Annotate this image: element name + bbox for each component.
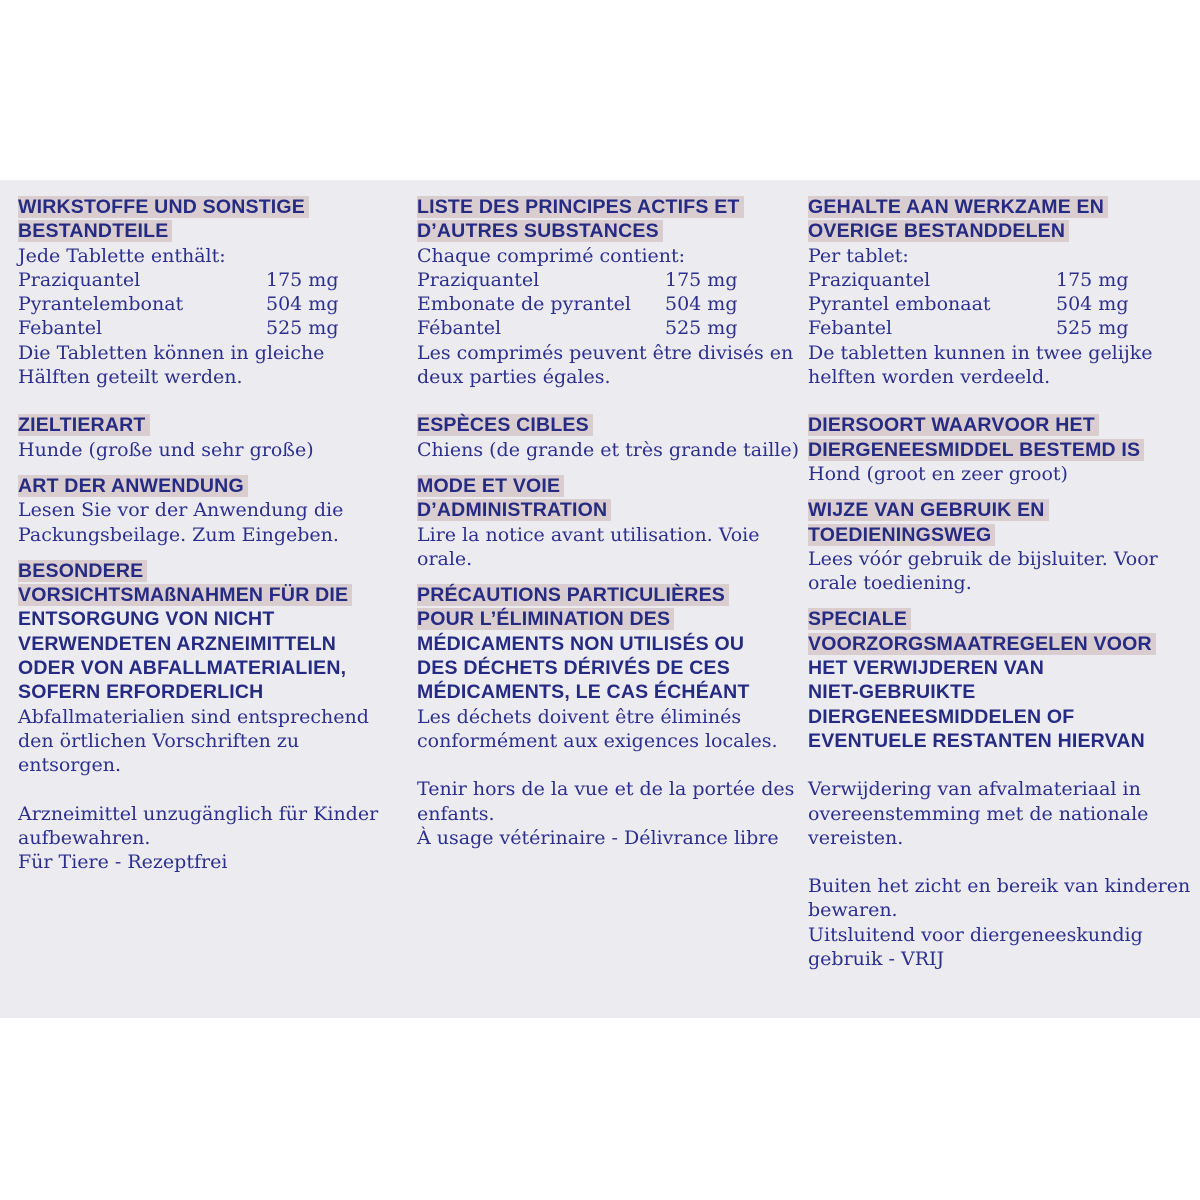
column-german [18, 195, 396, 898]
section-footer-de [18, 802, 396, 875]
heading-line: HET VERWIJDEREN VAN [808, 657, 1045, 680]
heading-line: NIET-GEBRUIKTE [808, 681, 976, 704]
heading-line: WIRKSTOFFE UND SONSTIGE [18, 195, 396, 219]
column-french [417, 195, 800, 874]
ingredient-name: Febantel [18, 317, 103, 340]
body-line: Les déchets doivent être éliminés [417, 705, 742, 728]
heading-line: LISTE DES PRINCIPES ACTIFS ET [417, 195, 795, 219]
body-line: bewaren. [808, 899, 898, 922]
body-line: Packungsbeilage. Zum Eingeben. [18, 523, 339, 546]
heading-line: WIJZE VAN GEBRUIK EN [808, 498, 1192, 522]
heading-line: DIERGENEESMIDDEL BESTEMD IS [808, 438, 1192, 462]
ingredient-amount: 175 mg [1056, 268, 1129, 291]
body-line: aufbewahren. [18, 826, 151, 849]
body-line: Verwijdering van afvalmateriaal in [808, 778, 1141, 801]
ingredient-row [808, 292, 1192, 316]
composition-intro: Chaque comprimé contient: [417, 244, 686, 267]
section-target-species-de [18, 413, 396, 462]
heading-line: TOEDIENINGSWEG [808, 523, 1192, 547]
body-line: conformément aux exigences locales. [417, 729, 778, 752]
section-disposal-de [18, 559, 396, 778]
heading-line: VORSICHTSMAßNAHMEN FÜR DIE [18, 583, 396, 607]
body-line: deux parties égales. [417, 366, 611, 389]
heading-line: ZIELTIERART [18, 413, 396, 437]
ingredient-amount: 175 mg [665, 268, 738, 291]
ingredient-row [808, 316, 1192, 340]
ingredient-name: Praziquantel [808, 268, 931, 291]
body-line: À usage vétérinaire - Délivrance libre [417, 826, 779, 849]
heading-line: DIERGENEESMIDDELEN OF [808, 705, 1075, 728]
body-line: Buiten het zicht en bereik van kinderen [808, 875, 1191, 898]
column-dutch [808, 195, 1192, 995]
heading-line: POUR L’ÉLIMINATION DES [417, 607, 795, 631]
heading-line: D’ADMINISTRATION [417, 498, 795, 522]
ingredient-row [18, 292, 396, 316]
ingredient-name: Febantel [808, 317, 893, 340]
heading-line: MÉDICAMENTS NON UTILISÉS OU [417, 632, 745, 655]
heading-line: ART DER ANWENDUNG [18, 474, 396, 498]
heading-line: ENTSORGUNG VON NICHT [18, 608, 275, 631]
heading-line: BESTANDTEILE [18, 219, 396, 243]
body-line: Hunde (große und sehr große) [18, 438, 314, 461]
heading-line: VOORZORGSMAATREGELEN VOOR [808, 632, 1192, 656]
ingredient-name: Praziquantel [18, 268, 141, 291]
section-disposal-fr [417, 583, 795, 753]
section-administration-nl [808, 498, 1192, 595]
ingredient-name: Pyrantel embonaat [808, 293, 991, 316]
body-line: enfants. [417, 802, 495, 825]
body-line: Abfallmaterialien sind entsprechend [18, 705, 369, 728]
body-line: Chiens (de grande et très grande taille) [417, 438, 800, 461]
body-line: Les comprimés peuvent être divisés en [417, 341, 794, 364]
ingredient-name: Fébantel [417, 317, 502, 340]
body-line: vereisten. [808, 826, 904, 849]
section-composition-nl [808, 195, 1192, 389]
section-composition-de [18, 195, 396, 389]
ingredient-row [417, 268, 795, 292]
ingredient-amount: 504 mg [665, 293, 738, 316]
ingredient-name: Pyrantelembonat [18, 293, 184, 316]
body-line: orale. [417, 547, 473, 570]
body-line: Uitsluitend voor diergeneeskundig [808, 923, 1143, 946]
body-line: Lesen Sie vor der Anwendung die [18, 499, 344, 522]
body-line: Arzneimittel unzugänglich für Kinder [18, 802, 379, 825]
heading-line: MODE ET VOIE [417, 474, 795, 498]
heading-line: MÉDICAMENTS, LE CAS ÉCHÉANT [417, 681, 750, 704]
section-disposal-nl [808, 607, 1192, 850]
heading-line: ESPÈCES CIBLES [417, 413, 795, 437]
body-line: Lire la notice avant utilisation. Voie [417, 523, 760, 546]
composition-intro: Per tablet: [808, 244, 909, 267]
body-line: den örtlichen Vorschriften zu [18, 729, 300, 752]
body-line: orale toediening. [808, 572, 972, 595]
ingredient-row [18, 316, 396, 340]
heading-line: SOFERN ERFORDERLICH [18, 681, 264, 704]
body-line: Lees vóór gebruik de bijsluiter. Voor [808, 547, 1158, 570]
ingredient-amount: 175 mg [266, 268, 339, 291]
ingredient-amount: 525 mg [1056, 317, 1129, 340]
section-footer-fr [417, 777, 795, 850]
section-target-species-fr [417, 413, 800, 462]
heading-line: BESONDERE [18, 559, 396, 583]
heading-line: EVENTUELE RESTANTEN HIERVAN [808, 729, 1145, 752]
ingredient-amount: 504 mg [266, 293, 339, 316]
body-line: Hälften geteilt werden. [18, 366, 243, 389]
heading-line: ODER VON ABFALLMATERIALIEN, [18, 657, 347, 680]
ingredient-row [417, 292, 795, 316]
ingredient-row [18, 268, 396, 292]
spacer [808, 753, 1192, 777]
section-administration-de [18, 474, 396, 547]
body-line: entsorgen. [18, 754, 122, 777]
heading-line: OVERIGE BESTANDDELEN [808, 219, 1192, 243]
ingredient-amount: 504 mg [1056, 293, 1129, 316]
section-composition-fr [417, 195, 795, 389]
ingredient-row [417, 316, 795, 340]
body-line: Hond (groot en zeer groot) [808, 462, 1068, 485]
section-target-species-nl [808, 413, 1192, 486]
body-line: De tabletten kunnen in twee gelijke [808, 341, 1153, 364]
section-administration-fr [417, 474, 795, 571]
heading-line: DIERSOORT WAARVOOR HET [808, 413, 1192, 437]
heading-line: D’AUTRES SUBSTANCES [417, 219, 795, 243]
heading-line: GEHALTE AAN WERKZAME EN [808, 195, 1192, 219]
body-line: helften worden verdeeld. [808, 366, 1051, 389]
body-line: gebruik - VRIJ [808, 948, 945, 971]
ingredient-name: Praziquantel [417, 268, 540, 291]
heading-line: DES DÉCHETS DÉRIVÉS DE CES [417, 657, 730, 680]
ingredient-amount: 525 mg [266, 317, 339, 340]
body-line: overeenstemming met de nationale [808, 802, 1149, 825]
ingredient-name: Embonate de pyrantel [417, 293, 631, 316]
ingredient-row [808, 268, 1192, 292]
body-line: Die Tabletten können in gleiche [18, 341, 325, 364]
body-line: Tenir hors de la vue et de la portée des [417, 778, 795, 801]
heading-line: SPECIALE [808, 607, 1192, 631]
section-footer-nl [808, 874, 1192, 971]
composition-intro: Jede Tablette enthält: [18, 244, 226, 267]
body-line: Für Tiere - Rezeptfrei [18, 851, 228, 874]
heading-line: PRÉCAUTIONS PARTICULIÈRES [417, 583, 795, 607]
heading-line: VERWENDETEN ARZNEIMITTELN [18, 632, 337, 655]
ingredient-amount: 525 mg [665, 317, 738, 340]
